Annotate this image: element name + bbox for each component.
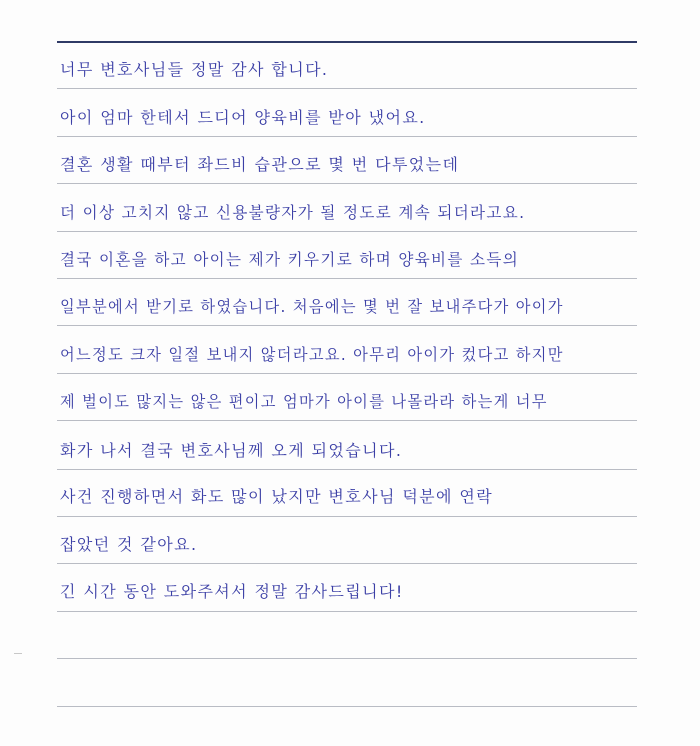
paper-mark — [14, 653, 22, 654]
ruled-line — [57, 325, 637, 326]
top-rule — [57, 41, 637, 43]
ruled-line — [57, 231, 637, 232]
ruled-line — [57, 469, 637, 470]
ruled-line — [57, 278, 637, 279]
letter-line-1: 너무 변호사님들 정말 감사 합니다. — [60, 60, 329, 79]
ruled-line — [57, 420, 637, 421]
ruled-line — [57, 373, 637, 374]
letter-line-11: 잡았던 것 같아요. — [60, 535, 198, 554]
letter-line-7: 어느정도 크자 일절 보내지 않더라고요. 아무리 아이가 컸다고 하지만 — [60, 345, 564, 364]
letter-line-9: 화가 나서 결국 변호사님께 오게 되었습니다. — [60, 441, 403, 460]
letter-line-2: 아이 엄마 한테서 드디어 양육비를 받아 냈어요. — [60, 108, 426, 127]
ruled-line — [57, 88, 637, 89]
letter-line-10: 사건 진행하면서 화도 많이 났지만 변호사님 덕분에 연락 — [60, 487, 494, 506]
ruled-line — [57, 183, 637, 184]
letter-line-3: 결혼 생활 때부터 좌드비 습관으로 몇 번 다투었는데 — [60, 155, 460, 174]
letter-line-5: 결국 이혼을 하고 아이는 제가 키우기로 하며 양육비를 소득의 — [60, 250, 520, 269]
ruled-line — [57, 516, 637, 517]
ruled-line — [57, 658, 637, 659]
ruled-line — [57, 706, 637, 707]
ruled-line — [57, 611, 637, 612]
letter-line-12: 긴 시간 동안 도와주셔서 정말 감사드립니다! — [60, 582, 404, 601]
ruled-line — [57, 136, 637, 137]
ruled-line — [57, 563, 637, 564]
letter-line-8: 제 벌이도 많지는 않은 편이고 엄마가 아이를 나몰라라 하는게 너무 — [60, 392, 548, 411]
letter-line-4: 더 이상 고치지 않고 신용불량자가 될 정도로 계속 되더라고요. — [60, 203, 526, 222]
letter-line-6: 일부분에서 받기로 하였습니다. 처음에는 몇 번 잘 보내주다가 아이가 — [60, 297, 564, 316]
